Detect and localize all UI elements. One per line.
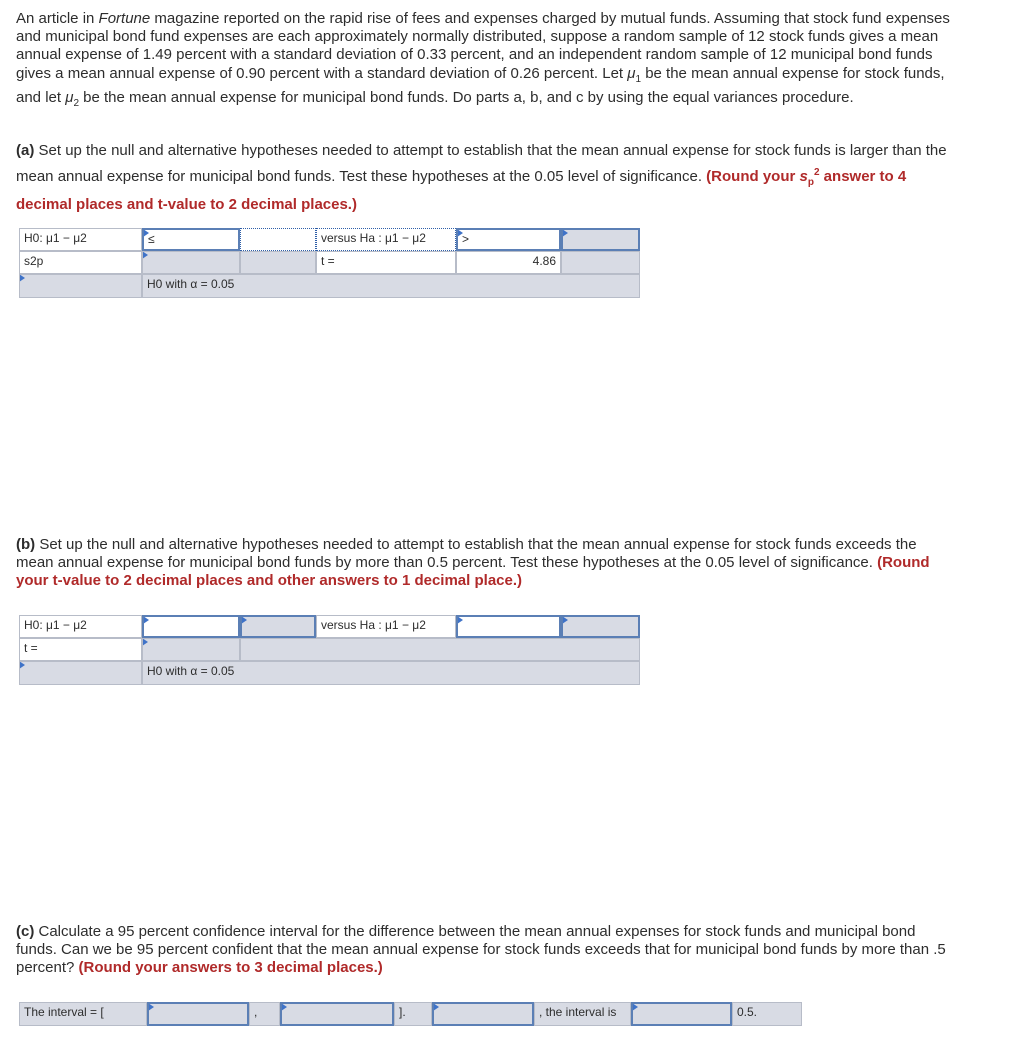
h0-operator-value: ≤ xyxy=(148,232,155,246)
s2p-spacer xyxy=(240,251,316,274)
comparison-value: 0.5. xyxy=(732,1002,802,1026)
b-h0-value-input[interactable] xyxy=(240,615,316,638)
b-decision-text: H0 with α = 0.05 xyxy=(142,661,640,685)
b-decision-select[interactable] xyxy=(19,661,142,685)
t-spacer xyxy=(561,251,640,274)
interval-lower-input[interactable] xyxy=(147,1002,249,1026)
b-h0-operator-select[interactable] xyxy=(142,615,240,638)
part-c-text: Calculate a 95 percent confidence interval for the difference between the mean annual expenses for stock funds and municipal bond funds. Can we be 95 percent confident that the mean annual expense for stock funds exceeds that for municipal bond funds by more than .5 percent? xyxy=(16,923,946,976)
part-b-table xyxy=(19,615,640,685)
input-flag-icon xyxy=(632,1003,638,1011)
h0-value-input[interactable] xyxy=(240,228,316,251)
intro-magazine-name: Fortune xyxy=(98,10,151,27)
versus-label: versus Ha : μ1 − μ2 xyxy=(316,228,456,251)
sp-symbol: s xyxy=(799,168,808,185)
part-a-question xyxy=(16,140,951,216)
rounding-note-2: answer to 4 decimal places and t-value to 2 decimal places.) xyxy=(16,168,907,213)
interval-upper-input[interactable] xyxy=(280,1002,394,1026)
problem-intro xyxy=(16,10,956,113)
b-t-input[interactable] xyxy=(142,638,240,661)
mu1-subscript: 1 xyxy=(635,73,642,85)
input-flag-icon xyxy=(143,229,149,237)
interval-comparison-select[interactable] xyxy=(631,1002,732,1026)
input-flag-icon xyxy=(143,616,149,624)
decision-select[interactable] xyxy=(19,274,142,298)
the-interval-is-label: , the interval is xyxy=(534,1002,631,1026)
b-ha-value-input[interactable] xyxy=(561,615,640,638)
ha-operator-value: > xyxy=(462,232,470,246)
input-flag-icon xyxy=(562,229,568,237)
input-flag-icon xyxy=(241,616,247,624)
part-b-label: (b) xyxy=(16,536,36,553)
part-c-table xyxy=(19,1002,802,1026)
t-label: t = xyxy=(316,251,456,274)
decision-text: H0 with α = 0.05 xyxy=(142,274,640,298)
b-ha-operator-select[interactable] xyxy=(456,615,561,638)
b-versus-label: versus Ha : μ1 − μ2 xyxy=(316,615,456,638)
interval-close: ]. xyxy=(394,1002,432,1026)
mu2-subscript: 2 xyxy=(73,97,79,109)
interval-label: The interval = [ xyxy=(19,1002,147,1026)
b-t-spacer xyxy=(240,638,640,661)
part-c-label: (c) xyxy=(16,923,35,940)
intro-text-2: magazine reported on the rapid rise of fees and expenses charged by mutual funds. Assuming that stock fund expenses and municipal bond fund expenses are each approximately normally distributed, suppose a random sample of 12 stock funds gives a mean annual expense of 1.49 percent with a standard deviation of 0.33 percent, and an independent random sample of 12 municipal bond funds gives a mean annual expense of 0.90 percent with a standard deviation of 0.26 percent. Let xyxy=(16,10,950,82)
part-a-text: Set up the null and alternative hypotheses needed to attempt to establish that the mean annual expense for stock funds is larger than the mean annual expense for municipal bond funds. Test these hypotheses at the 0.05 level of significance. xyxy=(16,142,947,185)
input-flag-icon xyxy=(148,1003,154,1011)
input-flag-icon xyxy=(433,1003,439,1011)
part-a-label: (a) xyxy=(16,142,35,159)
input-flag-icon xyxy=(457,616,463,624)
h0-label: H0: μ1 − μ2 xyxy=(19,228,142,251)
input-flag-icon xyxy=(142,251,148,259)
rounding-note-1: (Round your xyxy=(706,168,800,185)
mu2-symbol: μ xyxy=(65,88,74,106)
s2p-input[interactable] xyxy=(142,251,240,274)
input-flag-icon xyxy=(19,661,25,669)
input-flag-icon xyxy=(19,274,25,282)
sp-superscript: 2 xyxy=(813,167,820,178)
intro-text-3: be the mean annual expense for stock funds, and let xyxy=(16,64,945,106)
intro-text-1: An article in xyxy=(16,10,99,27)
ha-operator-select[interactable] xyxy=(456,228,561,251)
intro-text-4: be the mean annual expense for municipal bond funds. Do parts a, b, and c by using the equal variances procedure. xyxy=(79,88,854,106)
mu1-symbol: μ xyxy=(627,64,636,82)
s2p-label: s2p xyxy=(19,251,142,274)
part-b-question xyxy=(16,536,951,590)
part-b-rounding-note: (Round your t-value to 2 decimal places and other answers to 1 decimal place.) xyxy=(16,554,930,589)
sp-subscript: p xyxy=(807,177,814,188)
interval-comma: , xyxy=(249,1002,280,1026)
part-c-rounding-note: (Round your answers to 3 decimal places.) xyxy=(78,959,383,976)
input-flag-icon xyxy=(281,1003,287,1011)
interval-conclusion-select[interactable] xyxy=(432,1002,534,1026)
input-flag-icon xyxy=(142,638,148,646)
part-c-question xyxy=(16,923,951,977)
b-t-label: t = xyxy=(19,638,142,661)
part-b-text: Set up the null and alternative hypotheses needed to attempt to establish that the mean annual expense for stock funds exceeds the mean annual expense for municipal bond funds by more than 0.5 percent. Test these hypotheses at the 0.05 level of significance. xyxy=(16,536,917,571)
b-h0-label: H0: μ1 − μ2 xyxy=(19,615,142,638)
input-flag-icon xyxy=(562,616,568,624)
h0-operator-select[interactable] xyxy=(142,228,240,251)
part-a-table xyxy=(19,228,640,298)
input-flag-icon xyxy=(457,229,463,237)
t-value[interactable]: 4.86 xyxy=(456,251,561,274)
ha-value-input[interactable] xyxy=(561,228,640,251)
